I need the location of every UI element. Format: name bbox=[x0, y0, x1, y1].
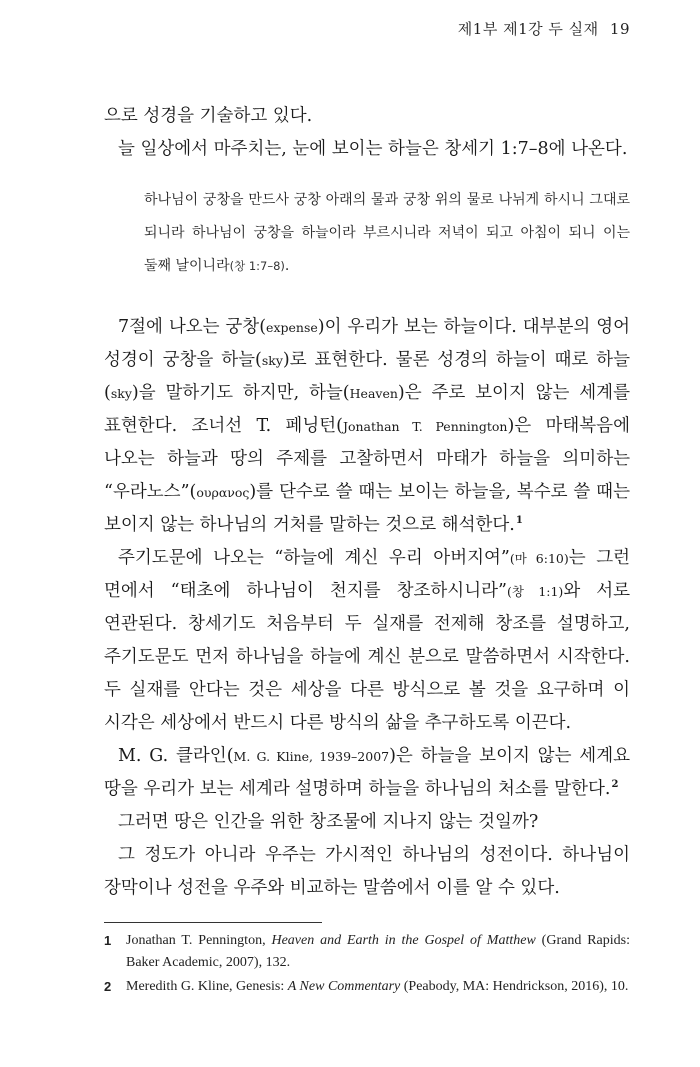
paragraph-temple: 그 정도가 아니라 우주는 가시적인 하나님의 성전이다. 하나님이 장막이나 성전을 우주와 비교하는 말씀에서 이를 알 수 있다. bbox=[104, 845, 630, 898]
running-header bbox=[458, 18, 630, 39]
footnote-author: Meredith G. Kline, Genesis: bbox=[126, 979, 288, 994]
text-run: )은 주로 보이지 않는 세계를 표현한다. 조너선 T. 페닝턴( bbox=[104, 383, 630, 436]
footnote-number: 1 bbox=[104, 933, 112, 948]
footnote-author: Jonathan T. Pennington, bbox=[126, 933, 272, 948]
scripture-quote bbox=[144, 184, 630, 283]
footnote-title: Heaven and Earth in the Gospel of Matthew bbox=[271, 933, 536, 948]
page-number: 19 bbox=[609, 20, 630, 38]
paragraph-question: 그러면 땅은 인간을 위한 창조물에 지나지 않는 것일까? bbox=[118, 812, 539, 832]
text-run-small: sky bbox=[110, 386, 132, 401]
footnote-text bbox=[126, 976, 630, 998]
footnote-publication: (Grand Rapids: Baker Academic, 2007), 132. bbox=[126, 933, 630, 970]
text-run: M. G. 클라인( bbox=[118, 746, 234, 766]
footnote-title: A New Commentary bbox=[287, 979, 401, 994]
footnote-marker-2: 2 bbox=[611, 779, 619, 791]
text-run: )은 마태복음에 나오는 하늘과 땅의 주제를 고찰하면서 마태가 하늘을 의미하는 “우라노스”( bbox=[104, 416, 630, 502]
paragraph-genesis-intro: 늘 일상에서 마주치는, 눈에 보이는 하늘은 창세기 1:7–8에 나온다. bbox=[118, 139, 628, 159]
footnote-text bbox=[126, 930, 630, 974]
text-run-small: (마 6:10) bbox=[509, 551, 569, 566]
quote-end: . bbox=[284, 258, 290, 274]
paragraph-kline bbox=[104, 740, 630, 806]
text-run: )이 우리가 보는 하늘이다. 대부분의 영어 성경이 궁창을 하늘( bbox=[104, 317, 630, 370]
text-run-small: (창 1:1) bbox=[506, 584, 564, 599]
text-run: )은 하늘을 보이지 않는 세계요 땅을 우리가 보는 세계라 설명하며 하늘을 하나님의 처소를 말한다. bbox=[104, 746, 630, 799]
footnote-divider bbox=[104, 922, 322, 923]
text-run: 7절에 나오는 궁창( bbox=[118, 317, 267, 337]
text-run: 주기도문에 나오는 “하늘에 계신 우리 아버지여” bbox=[118, 548, 510, 568]
text-run-small: ουρανος bbox=[196, 485, 250, 500]
running-title: 제1부 제1강 두 실재 bbox=[457, 20, 599, 38]
text-run-small: sky bbox=[261, 353, 283, 368]
text-run: 와 서로 연관된다. 창세기도 처음부터 두 실재를 전제해 창조를 설명하고, 주기도문도 먼저 하나님을 하늘에 계신 분으로 말씀하면서 시작한다. 두 실재를 안다는 것은 세상을 다른 방식으로 볼 것을 요구하며 이 시각은 세상에서 반드시 다른 방식의 삶을 추구하도록 이끈다. bbox=[104, 581, 630, 733]
footnote-2 bbox=[104, 976, 630, 998]
text-run-small: M. G. Kline, 1939–2007 bbox=[233, 749, 390, 764]
footnotes bbox=[104, 930, 630, 1000]
footnote-number: 2 bbox=[104, 979, 112, 994]
text-run: )로 표현한다. 물론 성경의 하늘이 때로 하늘( bbox=[104, 350, 630, 403]
main-text bbox=[104, 100, 630, 905]
quote-citation: (창 1:7–8) bbox=[229, 259, 285, 273]
quote-text: 하나님이 궁창을 만드사 궁창 아래의 물과 궁창 위의 물로 나뉘게 하시니 그대로 되니라 하나님이 궁창을 하늘이라 부르시니라 저녁이 되고 아침이 되니 이는 둘째 날이니라 bbox=[144, 192, 630, 274]
paragraph-continued: 으로 성경을 기술하고 있다. bbox=[104, 106, 313, 126]
footnote-1 bbox=[104, 930, 630, 974]
text-run: )를 단수로 쓸 때는 보이는 하늘을, 복수로 쓸 때는 보이지 않는 하나님의 거처를 말하는 것으로 해석한다. bbox=[104, 482, 630, 535]
text-run: )을 말하기도 하지만, 하늘( bbox=[131, 383, 350, 403]
text-run: 는 그런 면에서 “태초에 하나님이 천지를 창조하시니라” bbox=[104, 548, 631, 601]
text-run-small: Heaven bbox=[349, 386, 398, 401]
paragraph-lords-prayer bbox=[104, 542, 630, 740]
text-run-small: expense bbox=[266, 320, 318, 335]
paragraph-firmament bbox=[104, 311, 630, 542]
text-run-small: Jonathan T. Pennington bbox=[342, 419, 508, 434]
footnote-publication: (Peabody, MA: Hendrickson, 2016), 10. bbox=[400, 979, 629, 994]
footnote-marker-1: 1 bbox=[515, 515, 523, 527]
